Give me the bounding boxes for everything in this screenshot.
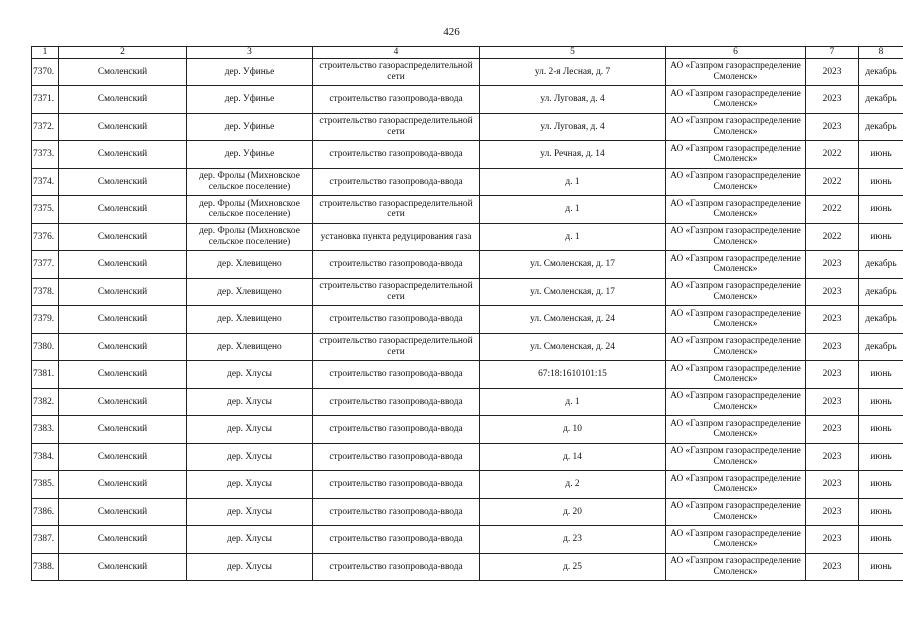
table-row [32, 278, 903, 306]
table-body [32, 58, 903, 581]
year-cell: 2023 [806, 306, 859, 334]
row-number-cell: 7385. [32, 471, 59, 499]
month-cell: декабрь [859, 278, 903, 306]
year-cell: 2023 [806, 251, 859, 279]
year-cell: 2023 [806, 388, 859, 416]
year-cell: 2022 [806, 223, 859, 251]
month-cell: июнь [859, 196, 903, 224]
district-cell: Смоленский [59, 416, 187, 444]
table-row [32, 306, 903, 334]
row-number-cell: 7379. [32, 306, 59, 334]
organization-cell: АО «Газпром газораспределение Смоленск» [666, 526, 806, 554]
table-row [32, 416, 903, 444]
table-row [32, 333, 903, 361]
month-cell: декабрь [859, 333, 903, 361]
month-cell: июнь [859, 168, 903, 196]
year-cell: 2022 [806, 141, 859, 169]
organization-cell: АО «Газпром газораспределение Смоленск» [666, 471, 806, 499]
organization-cell: АО «Газпром газораспределение Смоленск» [666, 388, 806, 416]
table-row [32, 443, 903, 471]
settlement-cell: дер. Хлусы [187, 526, 313, 554]
settlement-cell: дер. Фролы (Михновское сельское поселение) [187, 168, 313, 196]
year-cell: 2023 [806, 278, 859, 306]
row-number-cell: 7376. [32, 223, 59, 251]
month-cell: июнь [859, 416, 903, 444]
row-number-cell: 7373. [32, 141, 59, 169]
district-cell: Смоленский [59, 223, 187, 251]
work-type-cell: строительство газопровода-ввода [313, 553, 480, 581]
district-cell: Смоленский [59, 333, 187, 361]
settlement-cell: дер. Хлусы [187, 553, 313, 581]
month-cell: декабрь [859, 86, 903, 114]
column-header: 6 [666, 47, 806, 59]
organization-cell: АО «Газпром газораспределение Смоленск» [666, 168, 806, 196]
row-number-cell: 7382. [32, 388, 59, 416]
work-type-cell: строительство газопровода-ввода [313, 416, 480, 444]
column-header: 8 [859, 47, 903, 59]
year-cell: 2023 [806, 86, 859, 114]
address-cell: д. 1 [480, 196, 666, 224]
address-cell: д. 14 [480, 443, 666, 471]
work-type-cell: строительство газопровода-ввода [313, 498, 480, 526]
address-cell: ул. Смоленская, д. 24 [480, 333, 666, 361]
address-cell: д. 23 [480, 526, 666, 554]
table-row [32, 471, 903, 499]
district-cell: Смоленский [59, 361, 187, 389]
work-type-cell: строительство газораспределительной сети [313, 196, 480, 224]
work-type-cell: строительство газопровода-ввода [313, 471, 480, 499]
settlement-cell: дер. Уфинье [187, 141, 313, 169]
work-type-cell: строительство газораспределительной сети [313, 333, 480, 361]
district-cell: Смоленский [59, 86, 187, 114]
organization-cell: АО «Газпром газораспределение Смоленск» [666, 498, 806, 526]
row-number-cell: 7371. [32, 86, 59, 114]
address-cell: ул. Смоленская, д. 17 [480, 251, 666, 279]
row-number-cell: 7372. [32, 113, 59, 141]
address-cell: ул. Луговая, д. 4 [480, 113, 666, 141]
settlement-cell: дер. Фролы (Михновское сельское поселение) [187, 196, 313, 224]
row-number-cell: 7387. [32, 526, 59, 554]
organization-cell: АО «Газпром газораспределение Смоленск» [666, 113, 806, 141]
organization-cell: АО «Газпром газораспределение Смоленск» [666, 443, 806, 471]
address-cell: д. 1 [480, 168, 666, 196]
district-cell: Смоленский [59, 553, 187, 581]
district-cell: Смоленский [59, 306, 187, 334]
organization-cell: АО «Газпром газораспределение Смоленск» [666, 306, 806, 334]
table-row [32, 141, 903, 169]
organization-cell: АО «Газпром газораспределение Смоленск» [666, 223, 806, 251]
row-number-cell: 7386. [32, 498, 59, 526]
month-cell: декабрь [859, 113, 903, 141]
table-row [32, 526, 903, 554]
row-number-cell: 7375. [32, 196, 59, 224]
district-cell: Смоленский [59, 278, 187, 306]
district-cell: Смоленский [59, 526, 187, 554]
organization-cell: АО «Газпром газораспределение Смоленск» [666, 141, 806, 169]
work-type-cell: строительство газопровода-ввода [313, 168, 480, 196]
work-type-cell: установка пункта редуцирования газа [313, 223, 480, 251]
settlement-cell: дер. Хлусы [187, 498, 313, 526]
organization-cell: АО «Газпром газораспределение Смоленск» [666, 416, 806, 444]
settlement-cell: дер. Хлусы [187, 388, 313, 416]
table-header [32, 47, 903, 59]
month-cell: июнь [859, 223, 903, 251]
month-cell: июнь [859, 526, 903, 554]
organization-cell: АО «Газпром газораспределение Смоленск» [666, 86, 806, 114]
district-cell: Смоленский [59, 388, 187, 416]
row-number-cell: 7384. [32, 443, 59, 471]
organization-cell: АО «Газпром газораспределение Смоленск» [666, 196, 806, 224]
settlement-cell: дер. Уфинье [187, 58, 313, 86]
address-cell: д. 2 [480, 471, 666, 499]
year-cell: 2023 [806, 416, 859, 444]
table-row [32, 168, 903, 196]
work-type-cell: строительство газопровода-ввода [313, 306, 480, 334]
address-cell: ул. Смоленская, д. 17 [480, 278, 666, 306]
table-row [32, 223, 903, 251]
row-number-cell: 7374. [32, 168, 59, 196]
work-type-cell: строительство газопровода-ввода [313, 251, 480, 279]
row-number-cell: 7370. [32, 58, 59, 86]
address-cell: ул. Луговая, д. 4 [480, 86, 666, 114]
column-header: 5 [480, 47, 666, 59]
month-cell: июнь [859, 361, 903, 389]
work-type-cell: строительство газопровода-ввода [313, 86, 480, 114]
year-cell: 2023 [806, 113, 859, 141]
row-number-cell: 7378. [32, 278, 59, 306]
organization-cell: АО «Газпром газораспределение Смоленск» [666, 553, 806, 581]
organization-cell: АО «Газпром газораспределение Смоленск» [666, 361, 806, 389]
district-cell: Смоленский [59, 251, 187, 279]
month-cell: июнь [859, 443, 903, 471]
column-header: 1 [32, 47, 59, 59]
month-cell: декабрь [859, 306, 903, 334]
settlement-cell: дер. Хлусы [187, 361, 313, 389]
work-type-cell: строительство газопровода-ввода [313, 443, 480, 471]
settlement-cell: дер. Фролы (Михновское сельское поселение) [187, 223, 313, 251]
settlement-cell: дер. Хлевищено [187, 278, 313, 306]
year-cell: 2023 [806, 333, 859, 361]
district-cell: Смоленский [59, 168, 187, 196]
work-type-cell: строительство газопровода-ввода [313, 361, 480, 389]
address-cell: 67:18:1610101:15 [480, 361, 666, 389]
column-header: 4 [313, 47, 480, 59]
settlement-cell: дер. Уфинье [187, 113, 313, 141]
row-number-cell: 7380. [32, 333, 59, 361]
district-cell: Смоленский [59, 141, 187, 169]
month-cell: декабрь [859, 58, 903, 86]
year-cell: 2023 [806, 553, 859, 581]
row-number-cell: 7381. [32, 361, 59, 389]
settlement-cell: дер. Хлевищено [187, 333, 313, 361]
district-cell: Смоленский [59, 196, 187, 224]
work-type-cell: строительство газораспределительной сети [313, 58, 480, 86]
work-type-cell: строительство газораспределительной сети [313, 278, 480, 306]
year-cell: 2023 [806, 443, 859, 471]
address-cell: ул. Речная, д. 14 [480, 141, 666, 169]
month-cell: июнь [859, 553, 903, 581]
year-cell: 2023 [806, 498, 859, 526]
year-cell: 2023 [806, 58, 859, 86]
table-row [32, 86, 903, 114]
year-cell: 2023 [806, 361, 859, 389]
column-header: 7 [806, 47, 859, 59]
month-cell: июнь [859, 141, 903, 169]
table-row [32, 196, 903, 224]
address-cell: ул. Смоленская, д. 24 [480, 306, 666, 334]
work-type-cell: строительство газопровода-ввода [313, 388, 480, 416]
row-number-cell: 7377. [32, 251, 59, 279]
table-row [32, 388, 903, 416]
organization-cell: АО «Газпром газораспределение Смоленск» [666, 333, 806, 361]
district-cell: Смоленский [59, 471, 187, 499]
organization-cell: АО «Газпром газораспределение Смоленск» [666, 58, 806, 86]
year-cell: 2022 [806, 168, 859, 196]
row-number-cell: 7388. [32, 553, 59, 581]
header-row [32, 47, 903, 59]
settlement-cell: дер. Хлусы [187, 443, 313, 471]
work-type-cell: строительство газораспределительной сети [313, 113, 480, 141]
month-cell: июнь [859, 498, 903, 526]
column-header: 2 [59, 47, 187, 59]
row-number-cell: 7383. [32, 416, 59, 444]
page-number: 426 [443, 26, 460, 38]
table-row [32, 251, 903, 279]
month-cell: июнь [859, 388, 903, 416]
settlement-cell: дер. Хлусы [187, 416, 313, 444]
address-cell: д. 1 [480, 388, 666, 416]
address-cell: д. 10 [480, 416, 666, 444]
organization-cell: АО «Газпром газораспределение Смоленск» [666, 251, 806, 279]
data-table [31, 46, 903, 581]
work-type-cell: строительство газопровода-ввода [313, 141, 480, 169]
table-row [32, 113, 903, 141]
table-row [32, 553, 903, 581]
work-type-cell: строительство газопровода-ввода [313, 526, 480, 554]
settlement-cell: дер. Уфинье [187, 86, 313, 114]
settlement-cell: дер. Хлусы [187, 471, 313, 499]
settlement-cell: дер. Хлевищено [187, 251, 313, 279]
column-header: 3 [187, 47, 313, 59]
table-row [32, 498, 903, 526]
district-cell: Смоленский [59, 113, 187, 141]
month-cell: июнь [859, 471, 903, 499]
settlement-cell: дер. Хлевищено [187, 306, 313, 334]
table-row [32, 58, 903, 86]
address-cell: ул. 2-я Лесная, д. 7 [480, 58, 666, 86]
address-cell: д. 1 [480, 223, 666, 251]
address-cell: д. 25 [480, 553, 666, 581]
year-cell: 2022 [806, 196, 859, 224]
year-cell: 2023 [806, 526, 859, 554]
year-cell: 2023 [806, 471, 859, 499]
district-cell: Смоленский [59, 498, 187, 526]
month-cell: декабрь [859, 251, 903, 279]
district-cell: Смоленский [59, 443, 187, 471]
district-cell: Смоленский [59, 58, 187, 86]
organization-cell: АО «Газпром газораспределение Смоленск» [666, 278, 806, 306]
address-cell: д. 20 [480, 498, 666, 526]
table-row [32, 361, 903, 389]
